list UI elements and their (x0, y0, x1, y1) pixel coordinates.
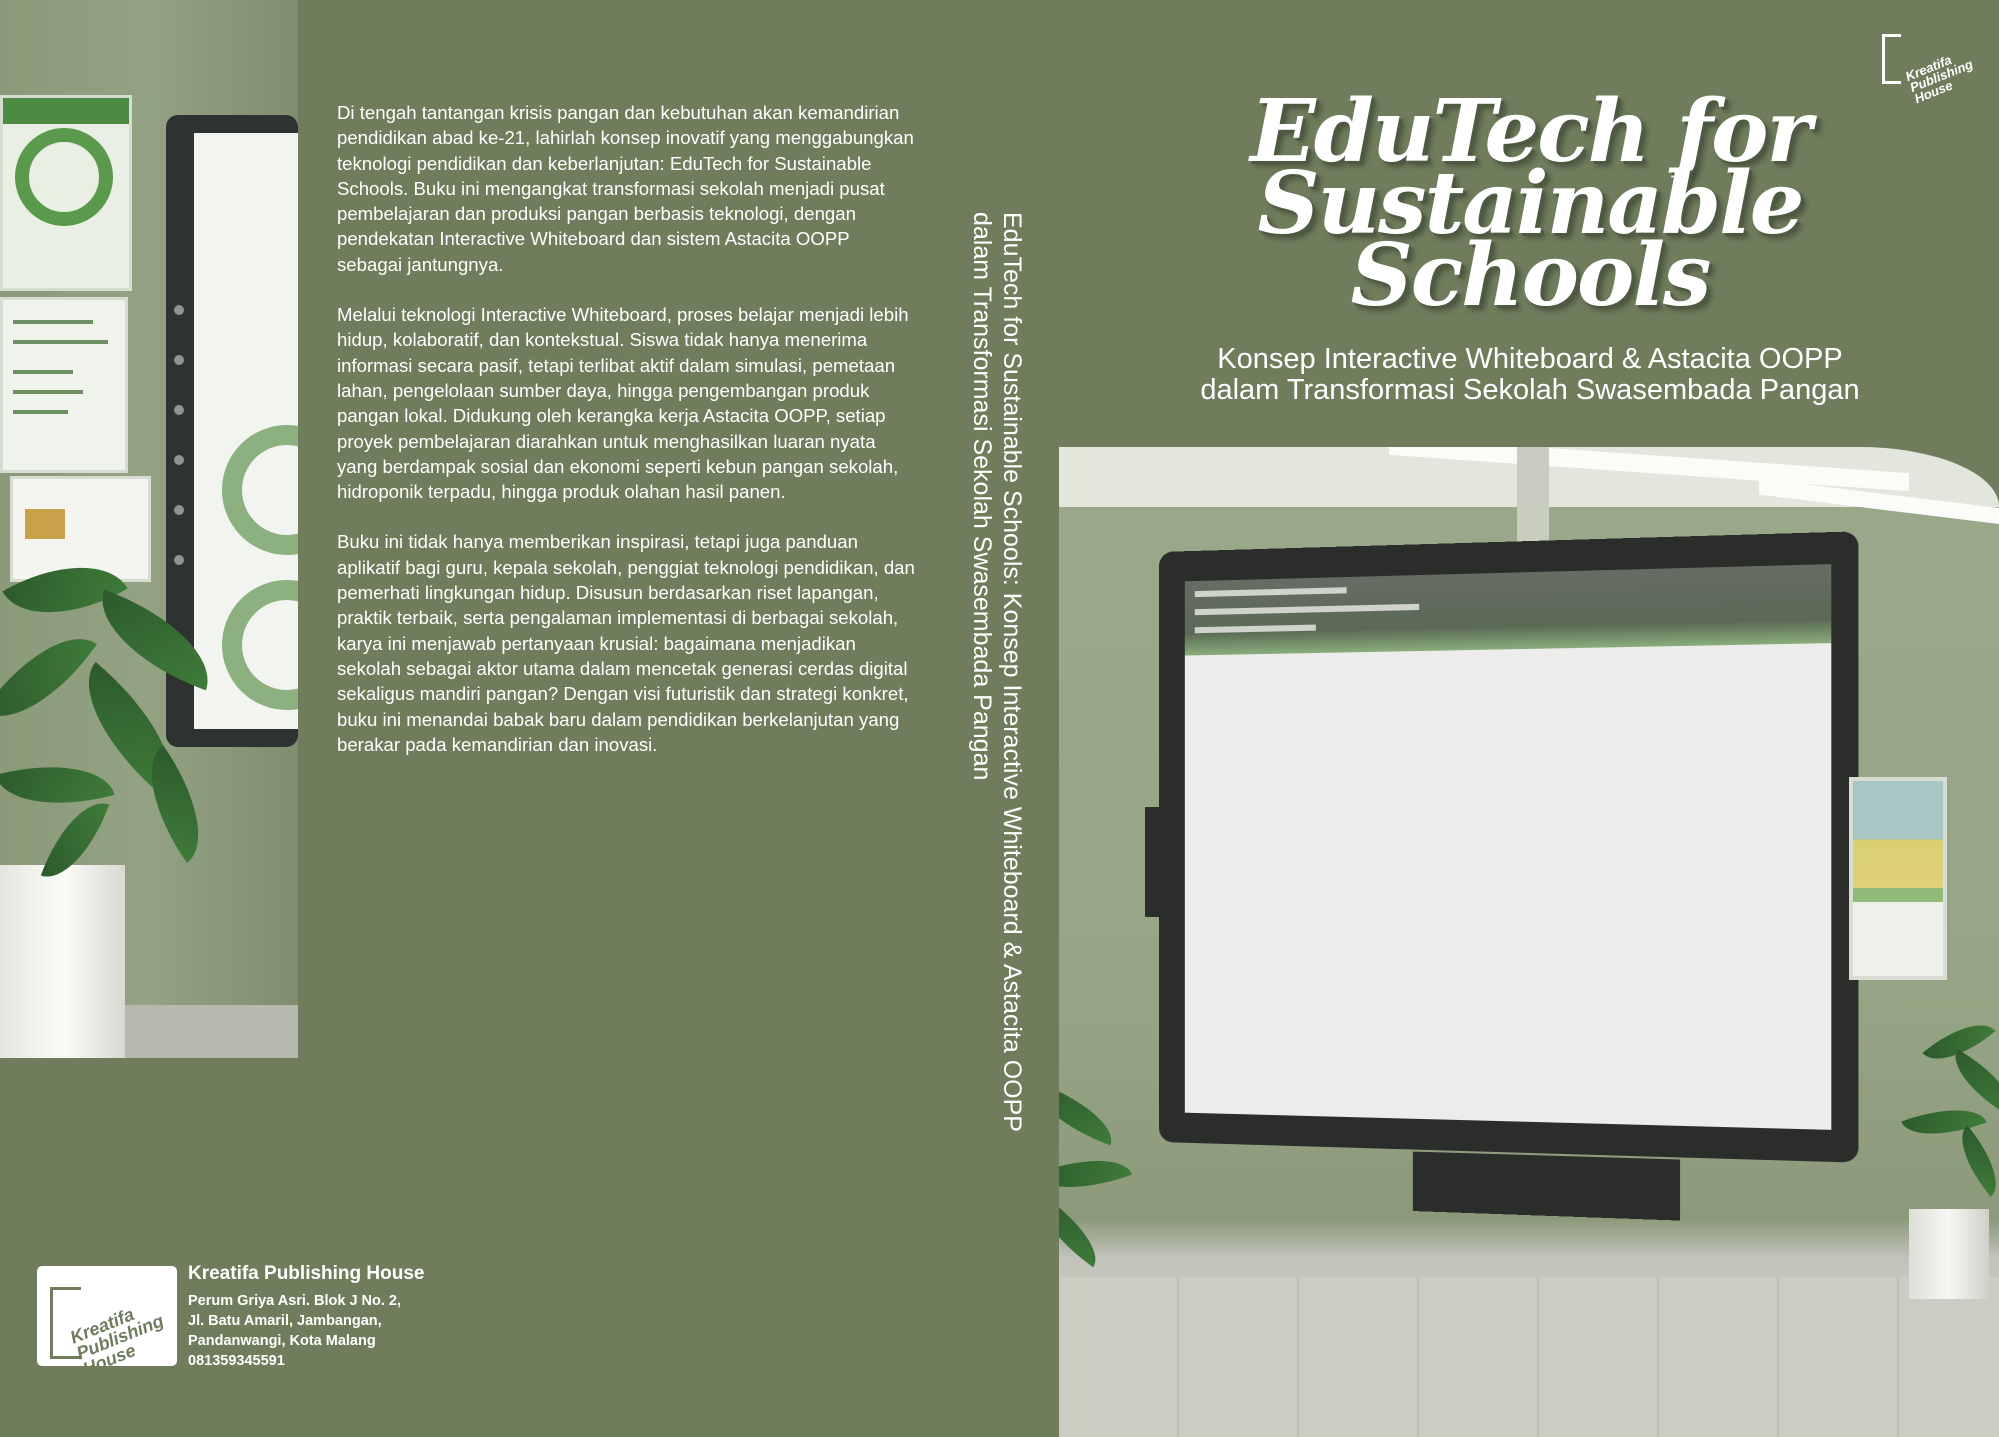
front-cover-photo (1059, 447, 1999, 1437)
book-subtitle (1130, 344, 1930, 406)
front-logo-text: Kreatifa Publishing House (1903, 52, 1975, 107)
front-publisher-logo (1882, 30, 1975, 107)
publisher-logo-text: Kreatifa Publishing House (67, 1304, 167, 1380)
blurb-paragraph: Buku ini tidak hanya memberikan inspirasi, tetapi juga panduan aplikatif bagi guru, kepala sekolah, penggiat teknologi pendidikan, dan pemerhati lingkungan hidup. Disusun berdasarkan riset lapangan, praktik terbaik, serta pengalaman implementasi di berbagai sekolah, karya ini menjawab pertanyaan krusial: bagaimana menjadikan sekolah sebagai aktor utama dalam mencetak generasi cerdas digital sekaligus mandiri pangan? Dengan visi futuristik dan strategi konkret, buku ini menandai babak baru dalam pendidikan berkelanjutan yang berakar pada kemandirian dan inovasi. (337, 531, 915, 755)
spine-subtitle: dalam Transformasi Sekolah Swasembada Pangan (968, 212, 996, 781)
publisher-address (188, 1291, 424, 1371)
subtitle-line: Konsep Interactive Whiteboard & Astacita OOPP (1217, 343, 1843, 375)
address-line: 081359345591 (188, 1353, 285, 1369)
publisher-logo (37, 1266, 177, 1380)
subtitle-line: dalam Transformasi Sekolah Swasembada Pangan (1200, 374, 1860, 406)
address-line: Pandanwangi, Kota Malang (188, 1333, 376, 1349)
spine-title: EduTech for Sustainable Schools: Konsep Interactive Whiteboard & Astacita OOPP (998, 212, 1026, 1132)
plant-leaves (1914, 1007, 1999, 1207)
title-line: Sustainable (1257, 153, 1803, 254)
floor (1059, 1277, 1999, 1437)
address-line: Jl. Batu Amaril, Jambangan, (188, 1313, 382, 1329)
wall-poster (0, 297, 128, 473)
publisher-info (188, 1263, 424, 1371)
publisher-logo-frame-icon (1882, 34, 1901, 84)
plant-pot (1909, 1209, 1989, 1299)
address-line: Perum Griya Asri. Blok J No. 2, (188, 1293, 402, 1309)
wall-poster (0, 95, 132, 291)
interactive-whiteboard-image (1159, 531, 1858, 1162)
wall-painting (1849, 777, 1947, 980)
blurb-paragraph: Di tengah tantangan krisis pangan dan kebutuhan akan kemandirian pendidikan abad ke-21, lahirlah konsep inovatif yang menggabungkan teknologi pendidikan dan keberlanjutan: EduTech for Sustainable Schools. Buku ini mengangkat transformasi sekolah menjadi pusat pembelajaran dan produksi pangan berbasis teknologi, dengan pendekatan Interactive Whiteboard dan sistem Astacita OOPP sebagai jantungnya. (337, 102, 914, 275)
wall-poster (10, 476, 151, 582)
publisher-name: Kreatifa Publishing House (188, 1263, 425, 1284)
title-line: Schools (1350, 225, 1710, 326)
whiteboard-tray (1413, 1152, 1680, 1221)
back-cover-photo (0, 0, 298, 1058)
whiteboard-screen (1185, 564, 1832, 1130)
blurb-paragraph: Melalui teknologi Interactive Whiteboard, proses belajar menjadi lebih hidup, kolaboratif, dan kontekstual. Siswa tidak hanya menerima informasi secara pasif, tetapi terlibat aktif dalam simulasi, pemetaan lahan, pengelolaan sumber daya, hingga pengembangan produk pangan lokal. Didukung oleh kerangka kerja Astacita OOPP, setiap proyek pembelajaran diarahkan untuk menghasilkan luaran nyata yang berdampak sosial dan ekonomi seperti kebun pangan sekolah, hidroponik terpadu, hingga produk olahan hasil panen. (337, 304, 909, 503)
plant-leaves (1059, 1087, 1129, 1317)
title-line: EduTech for (1250, 81, 1810, 182)
book-title (1160, 81, 1900, 326)
back-cover-blurb (337, 100, 917, 782)
plant-pot (0, 865, 125, 1058)
